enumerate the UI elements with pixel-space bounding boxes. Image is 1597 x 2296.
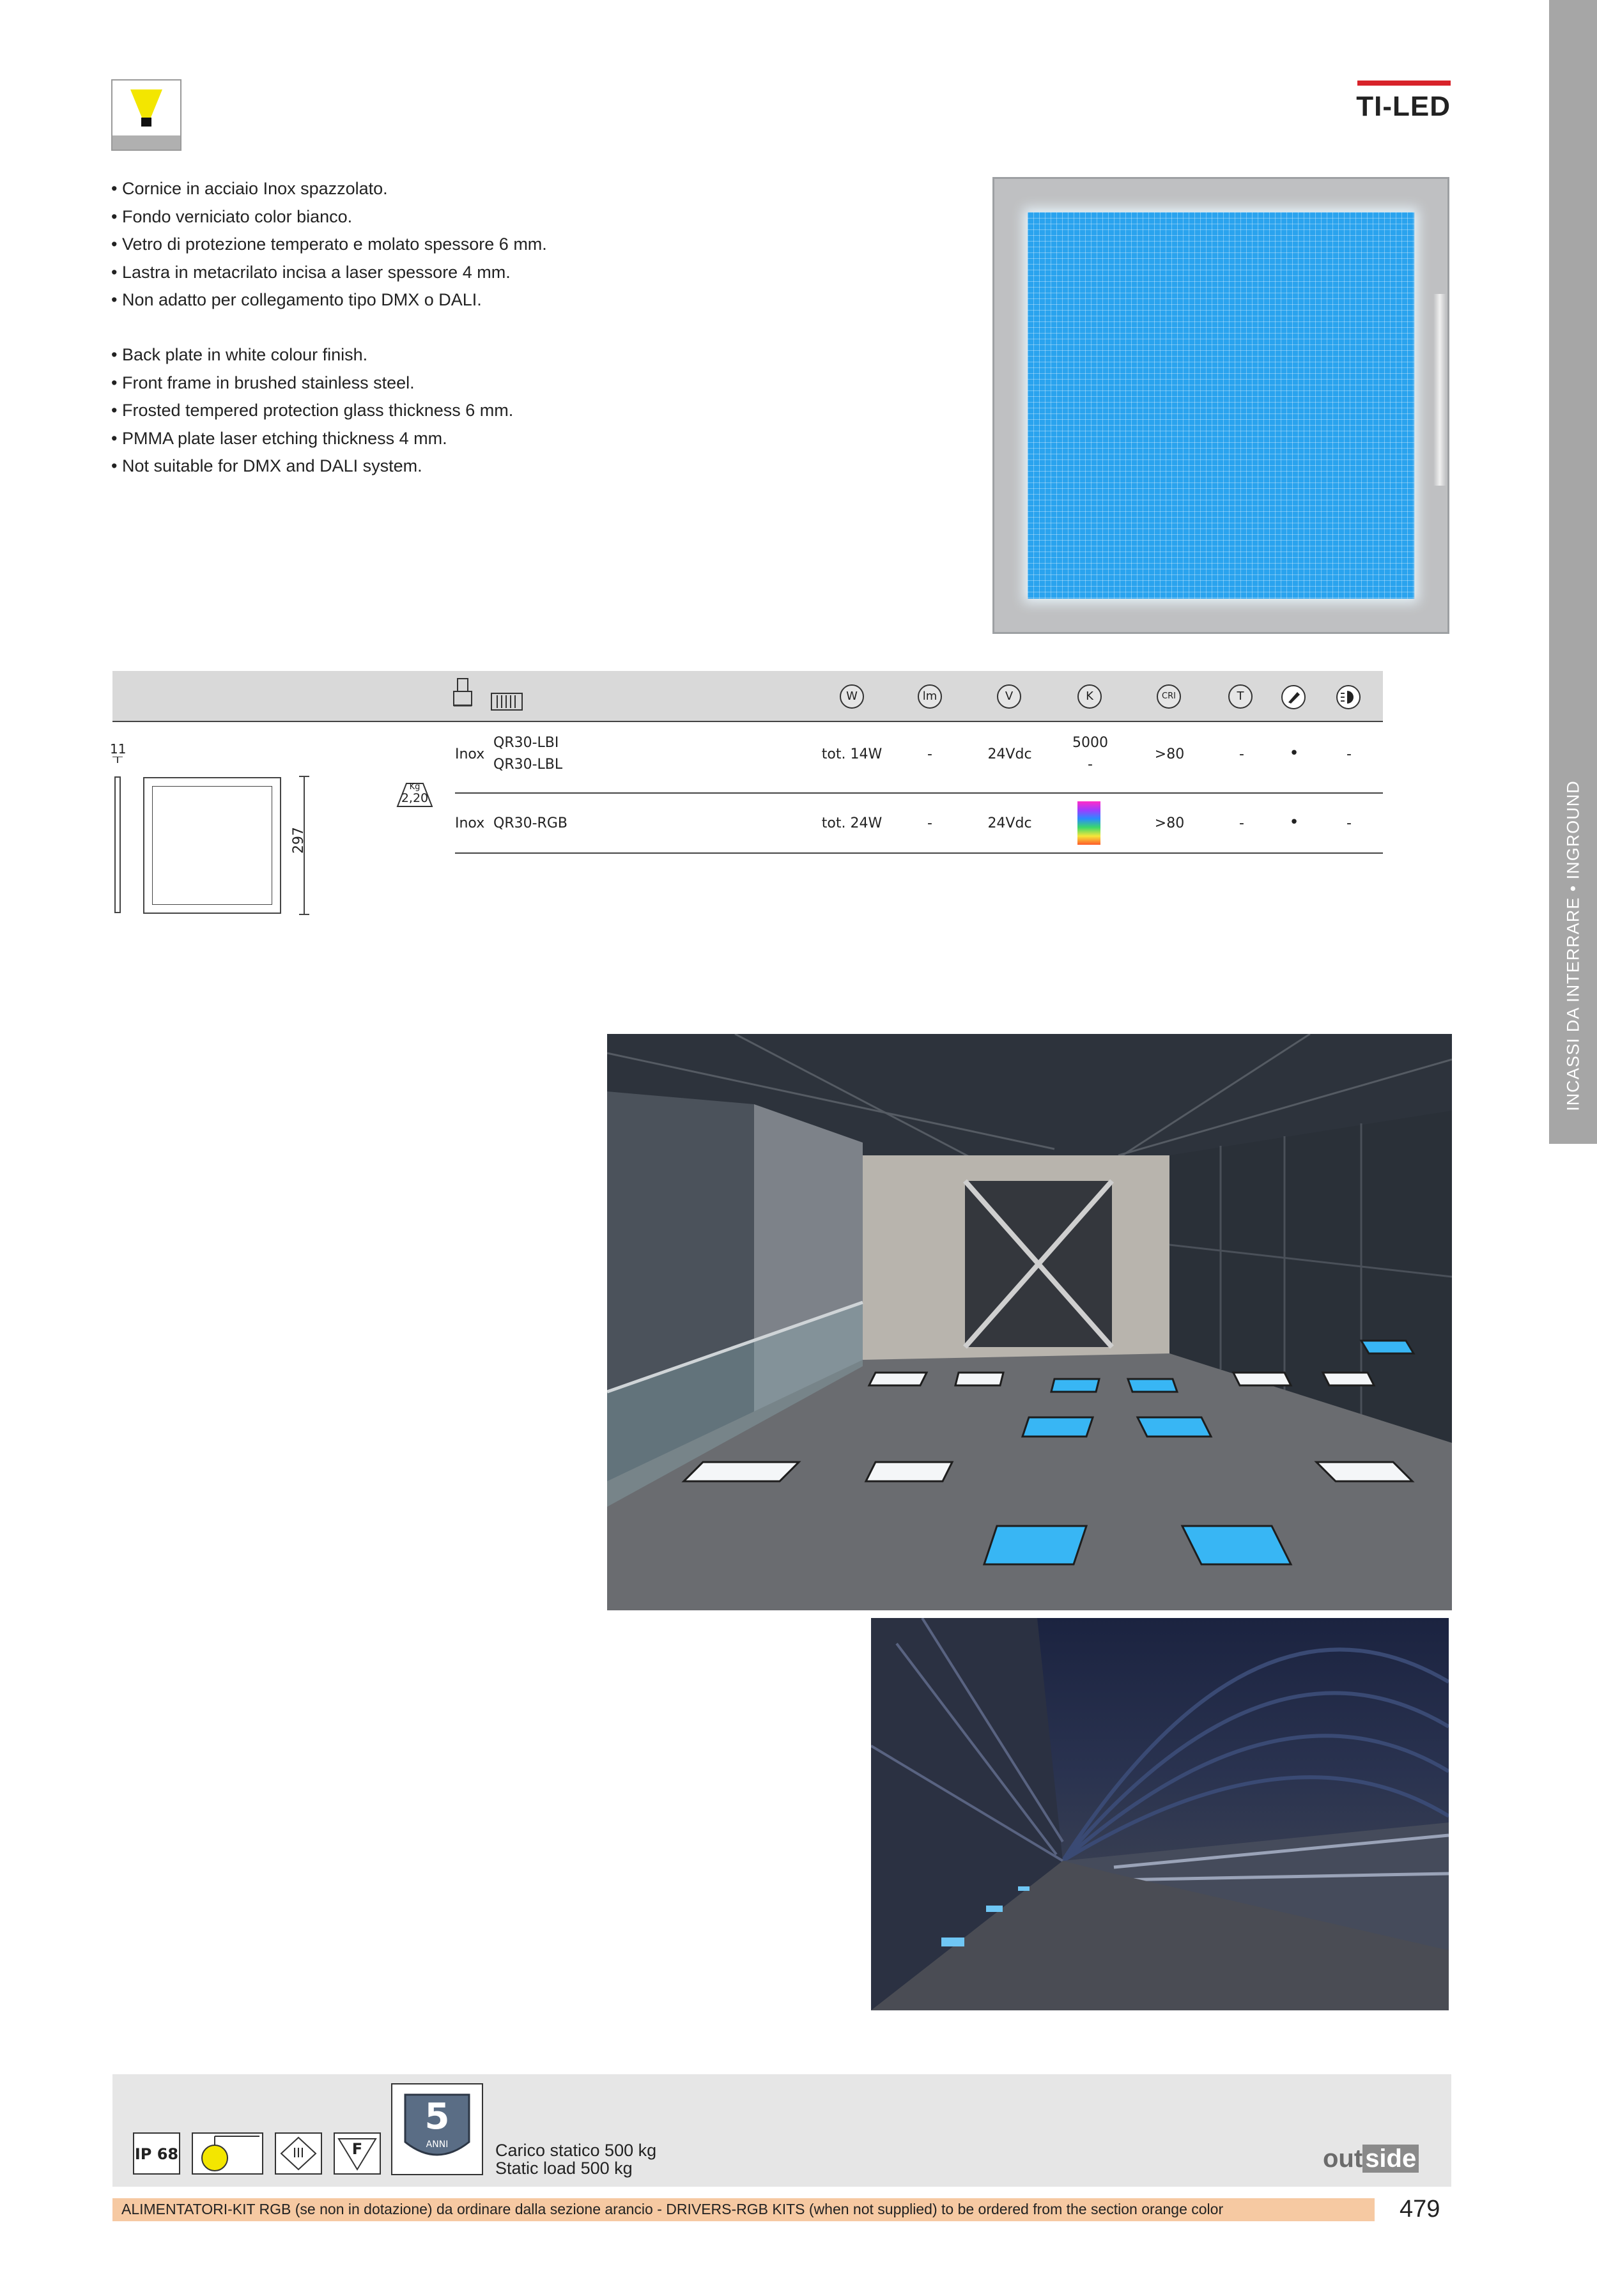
row1-kelvin: - (1088, 757, 1093, 773)
row1-driver: - (1346, 746, 1352, 762)
table-header (112, 671, 1383, 721)
ip-rating-badge (133, 2132, 180, 2175)
row1-voltage: 24Vdc (987, 746, 1032, 762)
row2-driver: - (1346, 815, 1352, 831)
desc-line: • Front frame in brushed stainless steel. (111, 369, 513, 397)
page-number: 479 (1400, 2196, 1440, 2223)
driver-icon (1336, 684, 1361, 710)
rgb-color-swatch (1077, 801, 1100, 845)
class-symbol: III (293, 2145, 304, 2161)
f-mark-badge (334, 2132, 381, 2175)
cri-icon: CRI (1157, 684, 1181, 709)
divider (112, 721, 1383, 722)
product-title: TI-LED (1356, 91, 1451, 122)
desc-line: • Back plate in white colour finish. (111, 341, 513, 369)
row2-finish: Inox (455, 815, 485, 831)
warranty-years: 5 (424, 2096, 450, 2138)
side-dimension: 297 (291, 827, 307, 854)
row1-lumen: - (927, 746, 932, 762)
installation-photo-tunnel (871, 1618, 1449, 2010)
temperature-icon: T (1228, 684, 1253, 709)
warranty-label: ANNI (426, 2139, 449, 2150)
f-symbol: F (351, 2140, 363, 2158)
side-profile-drawing (111, 757, 124, 915)
class-iii-badge (275, 2132, 322, 2175)
product-image (992, 177, 1449, 634)
desc-line: • PMMA plate laser etching thickness 4 mm. (111, 425, 513, 453)
title-accent-bar (1357, 81, 1451, 86)
recessed-light-icon (111, 79, 181, 151)
desc-line: • Cornice in acciaio Inox spazzolato. (111, 175, 547, 203)
row2-code: QR30-RGB (493, 815, 567, 831)
row2-dimmable: • (1289, 813, 1299, 832)
row2-t: - (1239, 815, 1244, 831)
row1-code: QR30-LBI (493, 735, 559, 751)
weight-unit: Kg (409, 782, 420, 792)
weight-badge (396, 777, 433, 808)
brand-logo (1323, 2145, 1419, 2174)
desc-line: • Lastra in metacrilato incisa a laser spessore 4 mm. (111, 259, 547, 287)
class-iii-icon (491, 693, 523, 711)
row2-power: tot. 24W (821, 815, 883, 831)
row-divider (455, 852, 1383, 854)
installation-icon (452, 677, 474, 711)
row1-finish: Inox (455, 746, 485, 762)
side-tab (1549, 0, 1597, 1144)
row1-cri: >80 (1154, 746, 1185, 762)
top-view-drawing (143, 777, 281, 914)
lumen-icon: lm (918, 684, 942, 709)
weight-value: 2,20 (401, 791, 429, 805)
bulb-icon (192, 2132, 263, 2175)
static-load-en: Static load 500 kg (495, 2159, 633, 2178)
notice-text: ALIMENTATORI-KIT RGB (se non in dotazione) da ordinare dalla sezione arancio - DRIVERS-RGB KITS (when not supplied) to be ordered from the section orange color (121, 2201, 1224, 2217)
installation-photo-atrium (607, 1034, 1452, 1610)
static-load-it: Carico statico 500 kg (495, 2141, 657, 2160)
row1-power: tot. 14W (821, 746, 883, 762)
row1-dimmable: • (1289, 744, 1299, 763)
desc-line: • Not suitable for DMX and DALI system. (111, 452, 513, 481)
brand-out: out (1323, 2145, 1363, 2173)
description-italian (111, 175, 547, 314)
desc-line: • Non adatto per collegamento tipo DMX o DALI. (111, 286, 547, 314)
description-english (111, 341, 513, 481)
dimmable-icon (1281, 684, 1306, 710)
desc-line: • Fondo verniciato color bianco. (111, 203, 547, 231)
brand-side: side (1362, 2145, 1419, 2173)
row2-voltage: 24Vdc (987, 815, 1032, 831)
row1-code: QR30-LBL (493, 757, 563, 773)
row2-cri: >80 (1154, 815, 1185, 831)
warranty-badge (391, 2083, 483, 2175)
row1-kelvin: 5000 (1072, 735, 1108, 751)
kelvin-icon: K (1077, 684, 1102, 709)
watt-icon: W (840, 684, 864, 709)
height-dimension: 11 (110, 741, 127, 757)
desc-line: • Vetro di protezione temperato e molato spessore 6 mm. (111, 231, 547, 259)
row2-lumen: - (927, 815, 932, 831)
voltage-icon: V (997, 684, 1021, 709)
row-divider (455, 792, 1383, 794)
row1-t: - (1239, 746, 1244, 762)
desc-line: • Frosted tempered protection glass thickness 6 mm. (111, 397, 513, 425)
ip-rating: IP 68 (134, 2145, 179, 2163)
side-tab-label: INCASSI DA INTERRARE • INGROUND (1563, 780, 1582, 1111)
